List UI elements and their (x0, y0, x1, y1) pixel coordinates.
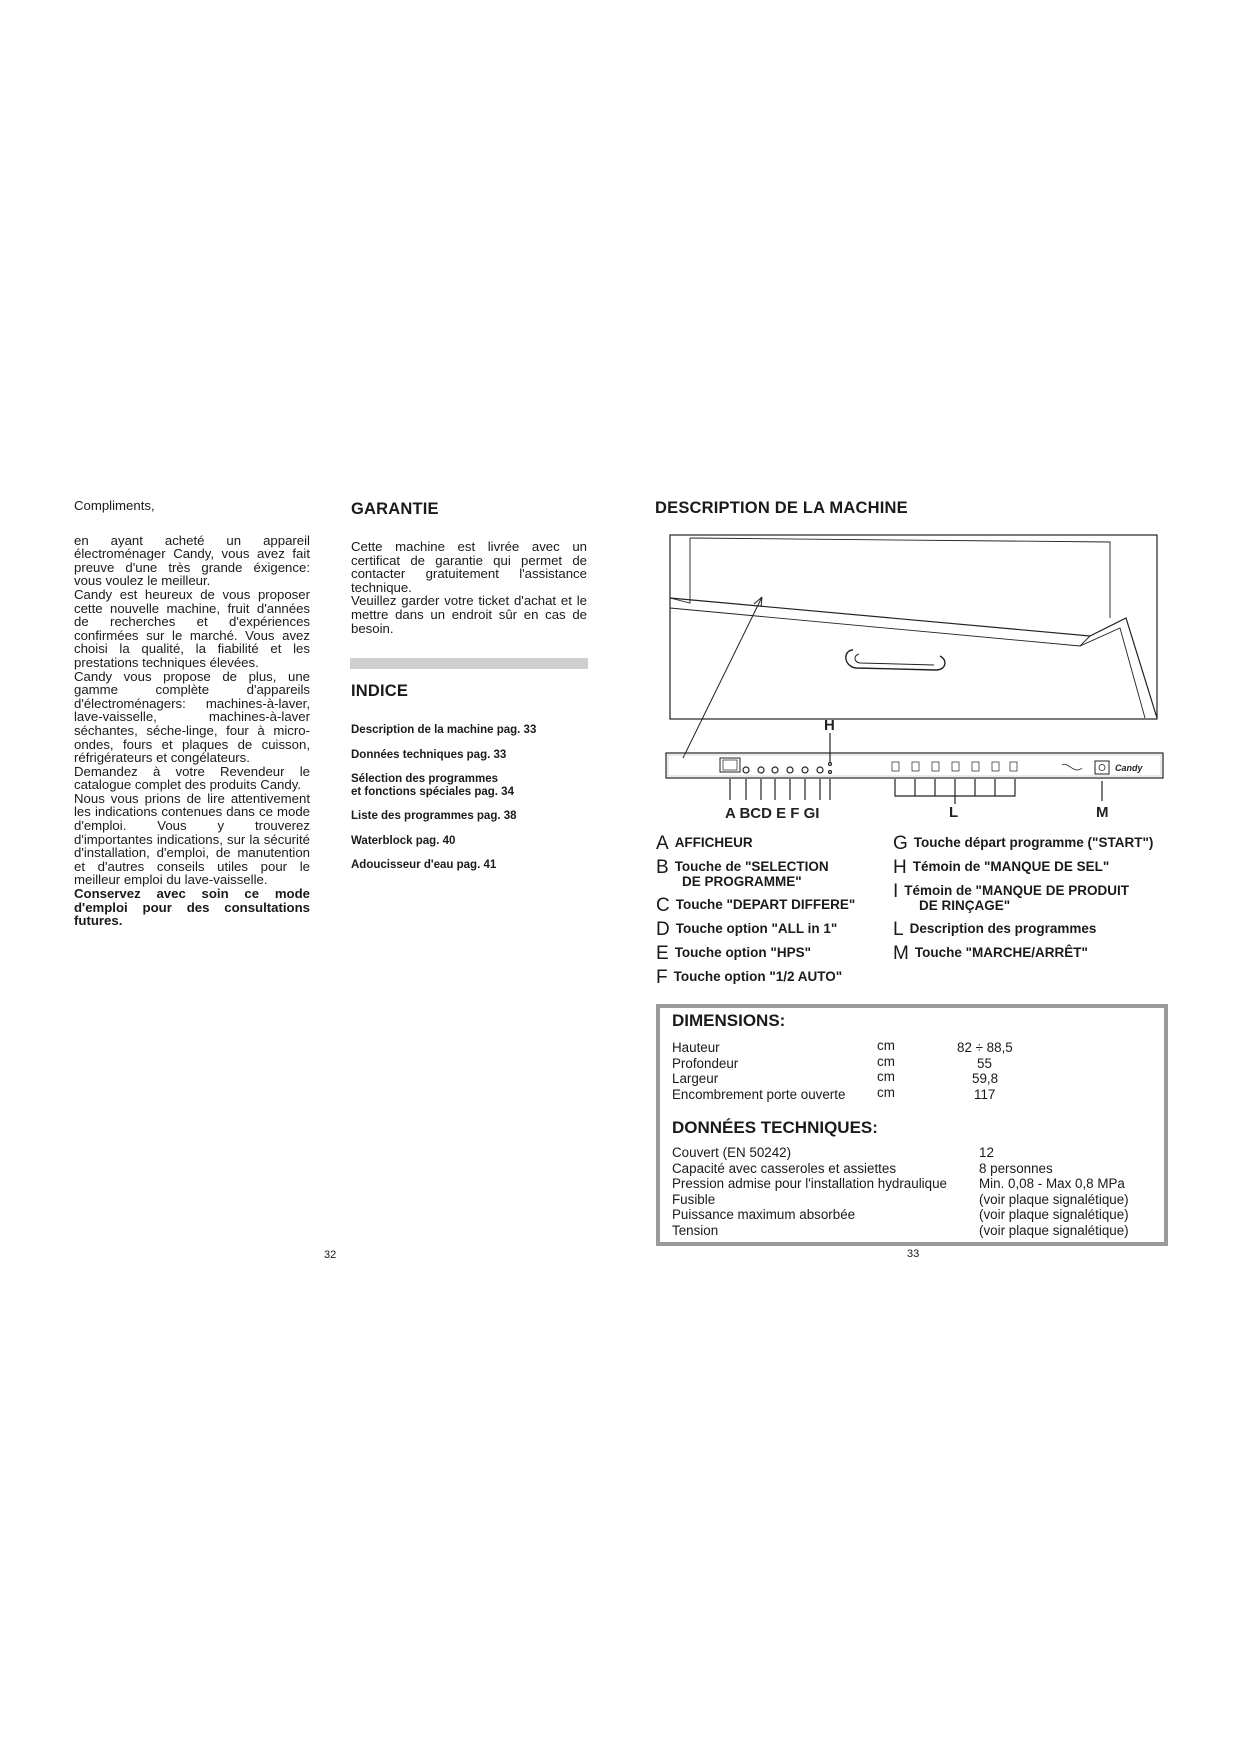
machine-diagram (650, 528, 1170, 828)
dimensions-title: DIMENSIONS: (672, 1011, 786, 1030)
toc-item: Liste des programmes pag. 38 (351, 810, 517, 822)
legend-item-m: M Touche "MARCHE/ARRÊT" (893, 943, 1088, 964)
section-divider (350, 658, 588, 669)
dimensions-table (672, 1040, 1152, 1102)
legend-item-a: A AFFICHEUR (656, 833, 753, 854)
tech-row: Fusible (voir plaque signalétique) (672, 1191, 1129, 1207)
legend-left (656, 833, 886, 994)
page-number-left: 32 (324, 1249, 337, 1261)
specs-box (656, 1004, 1168, 1246)
legend-item-c: C Touche "DEPART DIFFERE" (656, 895, 856, 916)
button-f (802, 767, 808, 773)
range-paragraph: Candy vous propose de plus, une gamme complète d'appareils d'électroménagers: machines-à-laver, lave-vaisselle, machines-à-laver séchantes, séche-linge, four à micro-ondes, fours et plaques de cuisson, réfrigérateurs et congélateurs. (74, 668, 310, 766)
toc-item: Données techniques pag. 33 (351, 748, 507, 761)
toc-item: Sélection des programmes et fonctions spéciales pag. 34 (351, 773, 514, 798)
dimension-row: Largeur cm 59,8 (672, 1069, 999, 1086)
toc-item: Adoucisseur d'eau pag. 41 (351, 859, 497, 871)
tech-row: Tension (voir plaque signalétique) (672, 1222, 1129, 1238)
left-column (74, 499, 310, 928)
indice-title: INDICE (351, 682, 409, 700)
legend-item-g: G Touche départ programme ("START") (893, 833, 1154, 854)
pointer-line (683, 597, 762, 758)
toc-item: Waterblock pag. 40 (351, 834, 456, 847)
legend-item-i: I Témoin de "MANQUE DE PRODUIT DE RINÇAGE" (893, 881, 1129, 913)
indice-section (351, 682, 587, 884)
tech-row: Couvert (EN 50242) 12 (672, 1145, 994, 1160)
dimension-row: Hauteur cm 82 ÷ 88,5 (672, 1038, 1013, 1055)
button-e (787, 767, 793, 773)
intro-paragraph: en ayant acheté un appareil électroménager Candy, vous avez fait preuve d'une très grande éxigence: vous voulez le meilleur. (74, 532, 310, 589)
indicator-i (829, 771, 832, 774)
tech-data-table (672, 1145, 1162, 1238)
description-title: DESCRIPTION DE LA MACHINE (655, 499, 908, 517)
garantie-ticket-text: Veuillez garder votre ticket d'achat et le mettre dans un endroit sûr en cas de besoin. (351, 593, 587, 636)
label-h: H (824, 717, 835, 734)
garantie-text: Cette machine est livrée avec un certificat de garantie qui permet de contacter gratuitement l'assistance technique. (351, 539, 587, 595)
legend-right (893, 833, 1173, 970)
legend-item-h: H Témoin de "MANQUE DE SEL" (893, 857, 1110, 878)
middle-column (351, 500, 587, 635)
page-number-right: 33 (907, 1248, 920, 1260)
legend-item-b: B Touche de "SELECTION DE PROGRAMME" (656, 857, 829, 889)
panel-brand-logo: Candy (1115, 763, 1143, 773)
toc-item: Description de la machine pag. 33 (351, 724, 537, 736)
button-d (772, 767, 778, 773)
label-a-to-i: A BCD E F GI (725, 805, 820, 822)
candy-paragraph: Candy est heureux de vous proposer cette nouvelle machine, fruit d'années de recherches et d'expériences confirmées sur le marché. Vous avez choisi la qualité, la fiabilité et les prestations techniques élevées. (74, 586, 310, 670)
control-panel (666, 753, 1163, 778)
button-b (743, 767, 749, 773)
greeting: Compliments, (74, 498, 155, 513)
tech-data-title: DONNÉES TECHNIQUES: (672, 1118, 878, 1137)
signature-mark (1062, 764, 1082, 770)
power-button (1095, 761, 1109, 774)
tech-row: Capacité avec casseroles et assiettes 8 personnes (672, 1160, 1053, 1176)
legend-item-l: L Description des programmes (893, 919, 1097, 940)
dimension-row: Encombrement porte ouverte cm 117 (672, 1084, 996, 1102)
button-c (758, 767, 764, 773)
door-edge (670, 598, 1157, 718)
door-frame (670, 535, 1157, 719)
label-l: L (949, 804, 959, 821)
legend-item-e: E Touche option "HPS" (656, 943, 811, 964)
label-m: M (1096, 804, 1109, 821)
door-handle (846, 650, 945, 670)
legend-item-d: D Touche option "ALL in 1" (656, 919, 838, 940)
tech-row: Pression admise pour l'installation hydraulique Min. 0,08 - Max 0,8 MPa (672, 1176, 1125, 1191)
button-g (817, 767, 823, 773)
garantie-title: GARANTIE (351, 500, 439, 518)
instructions-paragraph: Nous vous prions de lire attentivement les indications contenues dans ce mode d'emploi. Vous y trouverez d'importantes indications, sur la sécurité d'installation, d'emploi, de manutention et d'autres conseils utiles pour le meilleur emploi du lave-vaisselle. (74, 790, 310, 888)
legend-item-f: F Touche option "1/2 AUTO" (656, 967, 843, 988)
indicator-h (829, 763, 832, 766)
closing-note: Conservez avec soin ce mode d'emploi pour des consultations futures. (74, 886, 310, 929)
tech-row: Puissance maximum absorbée (voir plaque signalétique) (672, 1207, 1129, 1222)
catalogue-paragraph: Demandez à votre Revendeur le catalogue complet des produits Candy. (74, 763, 310, 793)
dimension-row: Profondeur cm 55 (672, 1053, 992, 1071)
